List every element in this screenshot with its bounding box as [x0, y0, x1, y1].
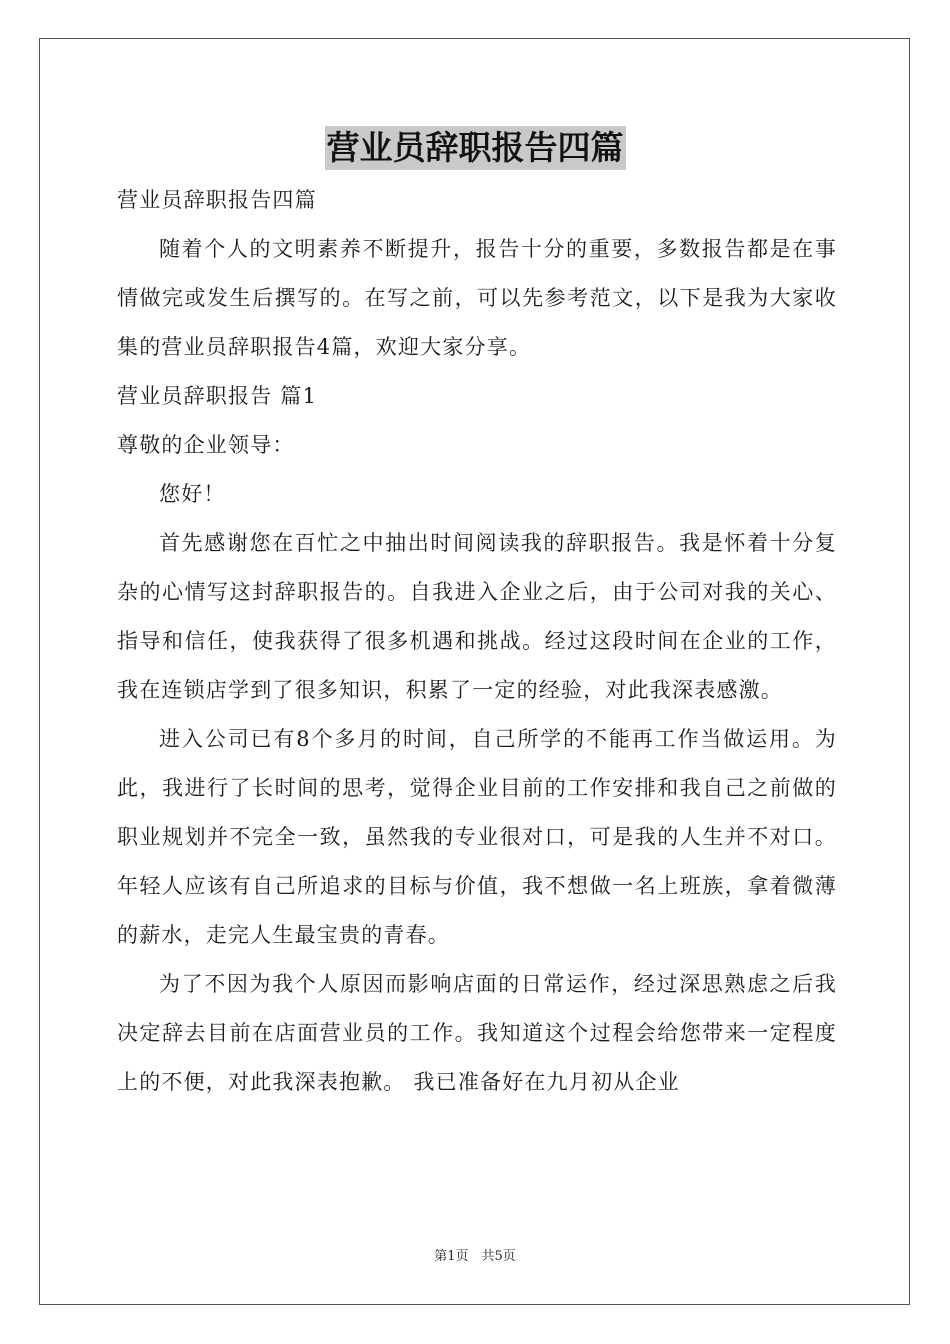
title-container	[0, 126, 950, 170]
body-paragraph: 为了不因为我个人原因而影响店面的日常运作，经过深思熟虑之后我决定辞去目前在店面营业员的工作。我知道这个过程会给您带来一定程度上的不便，对此我深表抱歉。 我已准备好在九月初从企业	[117, 972, 837, 1094]
body-paragraph: 进入公司已有8个多月的时间，自己所学的不能再工作当做运用。为此，我进行了长时间的思考，觉得企业目前的工作安排和我自己之前做的职业规划并不完全一致，虽然我的专业很对口，可是我的人生并不对口。年轻人应该有自己所追求的目标与价值，我不想做一名上班族，拿着微薄的薪水，走完人生最宝贵的青春。	[117, 727, 837, 947]
document-title: 营业员辞职报告四篇	[325, 126, 626, 170]
greeting: 您好！	[159, 482, 226, 506]
body-paragraph: 首先感谢您在百忙之中抽出时间阅读我的辞职报告。我是怀着十分复杂的心情写这封辞职报告的。自我进入企业之后，由于公司对我的关心、指导和信任，使我获得了很多机遇和挑战。经过这段时间在企业的工作，我在连锁店学到了很多知识，积累了一定的经验，对此我深表感激。	[117, 531, 837, 702]
page-footer: 第1页 共5页	[434, 1249, 516, 1264]
subtitle-line: 营业员辞职报告四篇	[117, 188, 317, 212]
intro-paragraph: 随着个人的文明素养不断提升，报告十分的重要，多数报告都是在事情做完或发生后撰写的。在写之前，可以先参考范文，以下是我为大家收集的营业员辞职报告4篇，欢迎大家分享。	[117, 237, 837, 359]
document-body	[117, 176, 837, 1107]
salutation: 尊敬的企业领导：	[117, 433, 295, 457]
section-heading: 营业员辞职报告 篇1	[117, 384, 318, 408]
